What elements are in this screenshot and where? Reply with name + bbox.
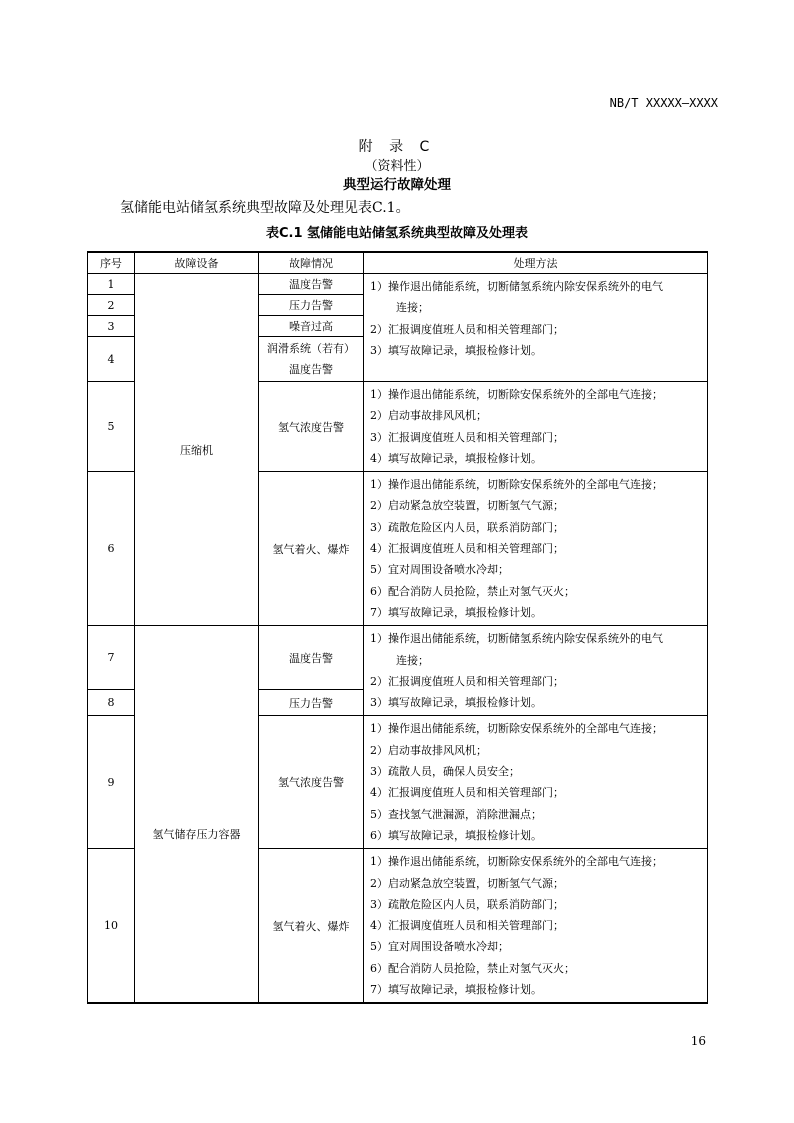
standard-number: NB/T XXXXX—XXXX [609, 96, 718, 110]
row-no: 1 [88, 274, 135, 295]
method-line: 4）汇报调度值班人员和相关管理部门； [370, 542, 564, 556]
fault-cell: 温度告警 [259, 274, 364, 295]
fault-cell: 压力告警 [259, 295, 364, 316]
row-no: 7 [88, 626, 135, 690]
method-line: 6）配合消防人员抢险，禁止对氢气灭火； [370, 584, 575, 598]
row-no: 9 [88, 716, 135, 849]
fault-cell: 氢气浓度告警 [259, 716, 364, 849]
method-line: 4）填写故障记录，填报检修计划。 [370, 451, 542, 465]
col-header-no: 序号 [88, 252, 135, 274]
table-caption: 表C.1 氢储能电站储氢系统典型故障及处理表 [265, 226, 529, 241]
appendix-type: （资料性） [364, 159, 430, 174]
method-line: 3）填写故障记录，填报检修计划。 [370, 696, 542, 710]
method-line: 连接； [396, 653, 429, 667]
col-header-method: 处理方法 [364, 252, 708, 274]
appendix-name: 典型运行故障处理 [343, 177, 451, 193]
equipment-cell: 压缩机 [135, 274, 259, 626]
row-no: 4 [88, 337, 135, 382]
method-cell [364, 274, 708, 382]
method-cell [364, 716, 708, 849]
method-line: 2）启动事故排风风机； [370, 409, 487, 423]
method-cell [364, 849, 708, 1004]
method-line: 2）汇报调度值班人员和相关管理部门； [370, 674, 564, 688]
method-line: 1）操作退出储能系统，切断除安保系统外的全部电气连接； [370, 722, 663, 736]
method-line: 2）启动紧急放空装置，切断氢气气源； [370, 876, 564, 890]
method-line: 1）操作退出储能系统，切断除安保系统外的全部电气连接； [370, 855, 663, 869]
method-line: 2）启动紧急放空装置，切断氢气气源； [370, 499, 564, 513]
method-line: 4）汇报调度值班人员和相关管理部门； [370, 786, 564, 800]
col-header-fault: 故障情况 [259, 252, 364, 274]
method-line: 1）操作退出储能系统，切断除安保系统外的全部电气连接； [370, 478, 663, 492]
table-row [88, 626, 708, 690]
fault-table [87, 251, 708, 1004]
method-line: 2）汇报调度值班人员和相关管理部门； [370, 322, 564, 336]
fault-cell: 噪音过高 [259, 316, 364, 337]
appendix-title: 附 录 C [358, 139, 436, 155]
method-line: 3）疏散危险区内人员，联系消防部门； [370, 520, 564, 534]
col-header-equipment: 故障设备 [135, 252, 259, 274]
method-line: 5）宜对周围设备喷水冷却； [370, 563, 509, 577]
row-no: 8 [88, 690, 135, 716]
fault-cell: 氢气浓度告警 [259, 382, 364, 472]
method-line: 6）配合消防人员抢险，禁止对氢气灭火； [370, 961, 575, 975]
method-cell [364, 626, 708, 716]
method-line: 7）填写故障记录，填报检修计划。 [370, 605, 542, 619]
method-line: 3）疏散人员，确保人员安全； [370, 765, 520, 779]
table-row [88, 274, 708, 295]
method-line: 3）汇报调度值班人员和相关管理部门； [370, 430, 564, 444]
method-line: 4）汇报调度值班人员和相关管理部门； [370, 919, 564, 933]
method-line: 3）疏散危险区内人员，联系消防部门； [370, 897, 564, 911]
method-line: 1）操作退出储能系统，切断除安保系统外的全部电气连接； [370, 388, 663, 401]
method-line: 5）查找氢气泄漏源，消除泄漏点； [370, 807, 542, 821]
method-line: 连接； [396, 301, 429, 315]
method-cell [364, 472, 708, 626]
row-no: 10 [88, 849, 135, 1004]
row-no: 2 [88, 295, 135, 316]
method-line: 5）宜对周围设备喷水冷却； [370, 940, 509, 954]
row-no: 3 [88, 316, 135, 337]
fault-cell: 氢气着火、爆炸 [259, 849, 364, 1004]
fault-cell: 温度告警 [259, 626, 364, 690]
method-line: 1）操作退出储能系统，切断储氢系统内除安保系统外的电气 [370, 280, 663, 293]
method-line: 3）填写故障记录，填报检修计划。 [370, 343, 542, 357]
fault-cell: 氢气着火、爆炸 [259, 472, 364, 626]
method-line: 7）填写故障记录，填报检修计划。 [370, 983, 542, 997]
method-line: 6）填写故障记录，填报检修计划。 [370, 828, 542, 842]
row-no: 5 [88, 382, 135, 472]
method-cell [364, 382, 708, 472]
fault-cell: 压力告警 [259, 690, 364, 716]
method-line: 1）操作退出储能系统，切断储氢系统内除安保系统外的电气 [370, 632, 663, 646]
page-number: 16 [690, 1034, 706, 1048]
table-header-row [88, 252, 708, 274]
row-no: 6 [88, 472, 135, 626]
method-line: 2）启动事故排风风机； [370, 743, 487, 757]
equipment-cell: 氢气储存压力容器 [135, 626, 259, 1004]
fault-cell: 润滑系统（若有）温度告警 [259, 337, 364, 382]
intro-paragraph: 氢储能电站储氢系统典型故障及处理见表C.1。 [120, 200, 410, 216]
